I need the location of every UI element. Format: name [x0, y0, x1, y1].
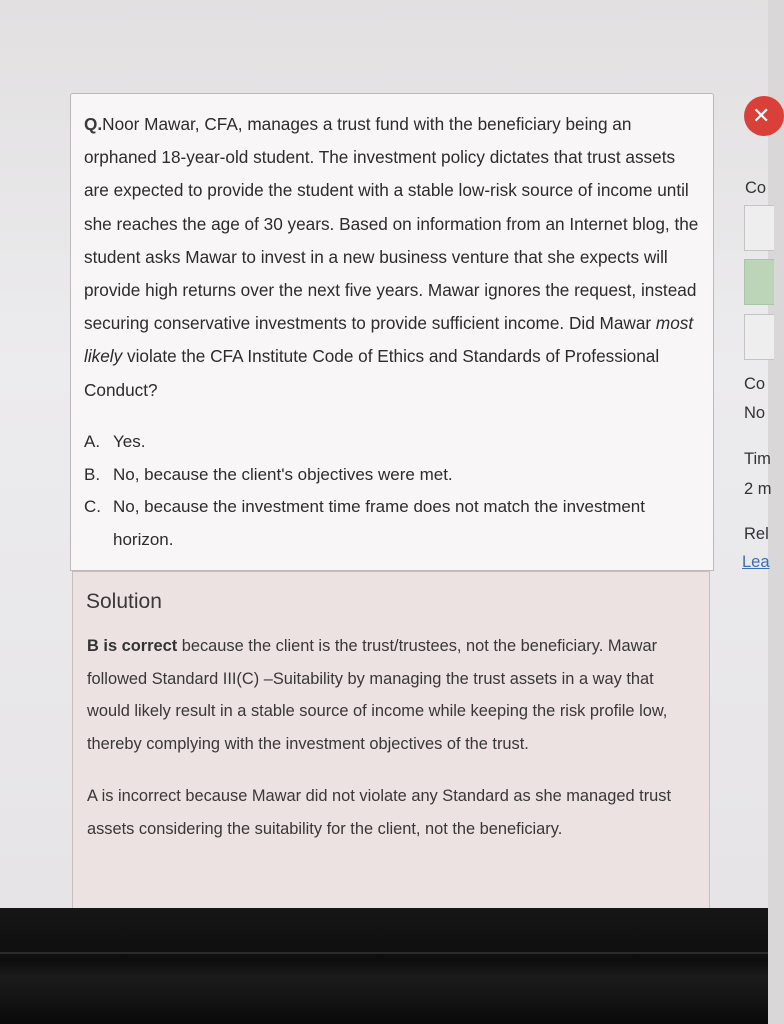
- option-text: No, because the client's objectives were met.: [113, 464, 453, 484]
- solution-paragraph-1: [87, 630, 692, 760]
- option-a[interactable]: [84, 426, 694, 459]
- sidebar-box[interactable]: [744, 205, 774, 251]
- option-letter: B.: [84, 464, 101, 484]
- option-text: No, because the investment time frame does not match the investment horizon.: [113, 497, 645, 549]
- sidebar-time-label: Tim: [744, 450, 771, 468]
- question-prefix: Q.: [84, 114, 103, 134]
- sidebar-box-selected[interactable]: [744, 259, 774, 305]
- option-b[interactable]: [84, 459, 694, 492]
- question-body-part2: violate the CFA Institute Code of Ethics and Standards of Professional Conduct?: [84, 346, 660, 400]
- sidebar-related-label: Rel: [744, 525, 769, 543]
- sidebar-label: Co: [745, 179, 767, 197]
- solution-correct-label: B is correct: [87, 637, 178, 655]
- solution-title: Solution: [86, 590, 162, 613]
- solution-paragraph-2: A is incorrect because Mawar did not violate any Standard as she managed trust assets considering the suitability for the client, not the beneficiary.: [87, 787, 672, 838]
- solution-body: [87, 630, 692, 866]
- question-body-part1: Noor Mawar, CFA, manages a trust fund with the beneficiary being an orphaned 18-year-old student. The investment policy dictates that trust assets are expected to provide the student with a stable low-risk source of income until she reaches the age of 30 years. Based on information from an Internet blog, the student asks Mawar to invest in a new business venture that she expects will provide high returns over the next five years. Mawar ignores the request, instead securing conservative investments to provide sufficient income. Did Mawar: [84, 114, 699, 334]
- solution-panel: [72, 571, 710, 911]
- sidebar-label: Co: [744, 375, 766, 393]
- solution-explanation: because the client is the trust/trustees, not the beneficiary. Mawar followed Standard III(C) –Suitability by managing the trust assets in a way that would likely result in a stable source of income while keeping the risk profile low, thereby complying with the investment objectives of the trust.: [87, 637, 668, 753]
- close-icon[interactable]: ✕: [744, 96, 784, 136]
- sidebar-value: No: [744, 404, 766, 422]
- sidebar-box[interactable]: [744, 314, 774, 360]
- monitor-bezel: [0, 908, 768, 1024]
- question-text: [84, 108, 704, 407]
- option-text: Yes.: [113, 432, 146, 451]
- sidebar-link[interactable]: Lea: [742, 553, 770, 571]
- option-letter: A.: [84, 432, 101, 451]
- option-c[interactable]: [84, 491, 694, 556]
- sidebar-time-value: 2 m: [744, 480, 772, 498]
- bezel-edge: [0, 952, 768, 954]
- question-emphasis: most likely: [84, 313, 694, 367]
- option-letter: C.: [84, 497, 101, 516]
- answer-options: [84, 426, 694, 556]
- question-card: [70, 93, 714, 571]
